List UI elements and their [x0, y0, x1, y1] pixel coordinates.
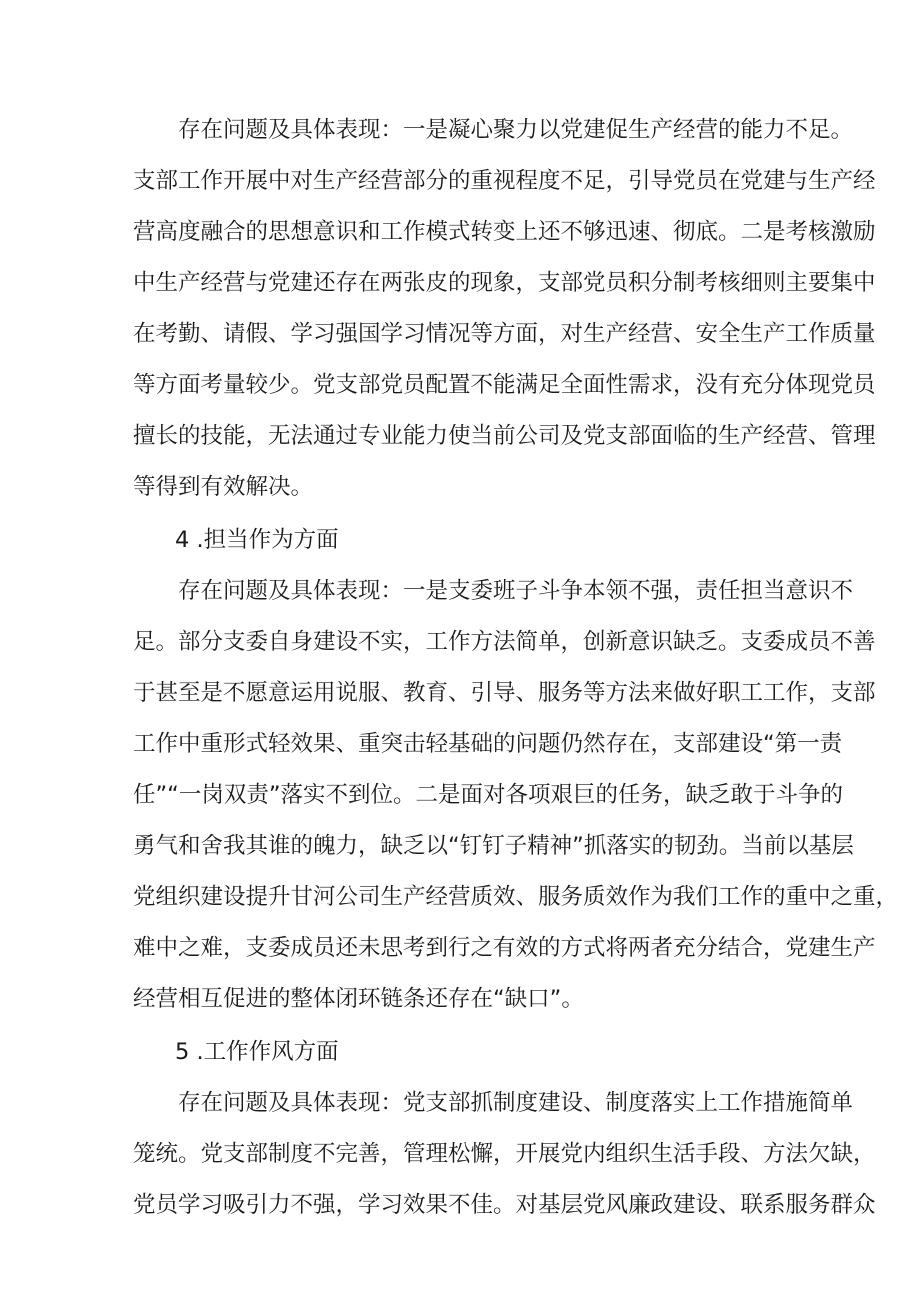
paragraph-line: 工作中重形式轻效果、重突击轻基础的问题仍然存在，支部建设“第一责	[133, 731, 843, 757]
paragraph-line: 于甚至是不愿意运用说服、教育、引导、服务等方法来做好职工工作，支部	[133, 680, 876, 706]
paragraph-line: 难中之难，支委成员还未思考到行之有效的方式将两者充分结合，党建生产	[133, 935, 876, 961]
paragraph-line: 任”“一岗双责”落实不到位。二是面对各项艰巨的任务，缺乏敢于斗争的	[133, 782, 843, 808]
paragraph-line: 笼统。党支部制度不完善，管理松懈，开展党内组织生活手段、方法欠缺，	[133, 1141, 876, 1167]
paragraph-line: 党员学习吸引力不强，学习效果不佳。对基层党风廉政建设、联系服务群众	[133, 1192, 876, 1218]
paragraph-line: 在考勤、请假、学习强国学习情况等方面，对生产经营、安全生产工作质量	[133, 321, 876, 347]
paragraph-line: 足。部分支委自身建设不实，工作方法简单，创新意识缺乏。支委成员不善	[133, 629, 876, 655]
paragraph-line: 党组织建设提升甘河公司生产经营质效、服务质效作为我们工作的重中之重，	[133, 884, 899, 910]
paragraph-line: 存在问题及具体表现：党支部抓制度建设、制度落实上工作措施简单	[178, 1090, 854, 1116]
paragraph-line: 擅长的技能，无法通过专业能力使当前公司及党支部面临的生产经营、管理	[133, 423, 876, 449]
paragraph-line: 等方面考量较少。党支部党员配置不能满足全面性需求，没有充分体现党员	[133, 372, 876, 398]
paragraph-line: 中生产经营与党建还存在两张皮的现象，支部党员积分制考核细则主要集中	[133, 270, 876, 296]
paragraph-line: 等得到有效解决。	[133, 474, 314, 500]
paragraph-line: 勇气和舍我其谁的魄力，缺乏以“钉钉子精神”抓落实的韧劲。当前以基层	[133, 833, 854, 859]
paragraph-line: 经营相互促进的整体闭环链条还存在“缺口”。	[133, 986, 584, 1012]
paragraph-line: 营高度融合的思想意识和工作模式转变上还不够迅速、彻底。二是考核激励	[133, 219, 876, 245]
paragraph-line: 存在问题及具体表现：一是凝心聚力以党建促生产经营的能力不足。	[178, 117, 854, 143]
paragraph-line: 存在问题及具体表现：一是支委班子斗争本领不强，责任担当意识不	[178, 578, 854, 604]
section-heading: 5 .工作作风方面	[175, 1039, 339, 1065]
paragraph-line: 支部工作开展中对生产经营部分的重视程度不足，引导党员在党建与生产经	[133, 168, 876, 194]
section-heading: 4 .担当作为方面	[175, 527, 339, 553]
